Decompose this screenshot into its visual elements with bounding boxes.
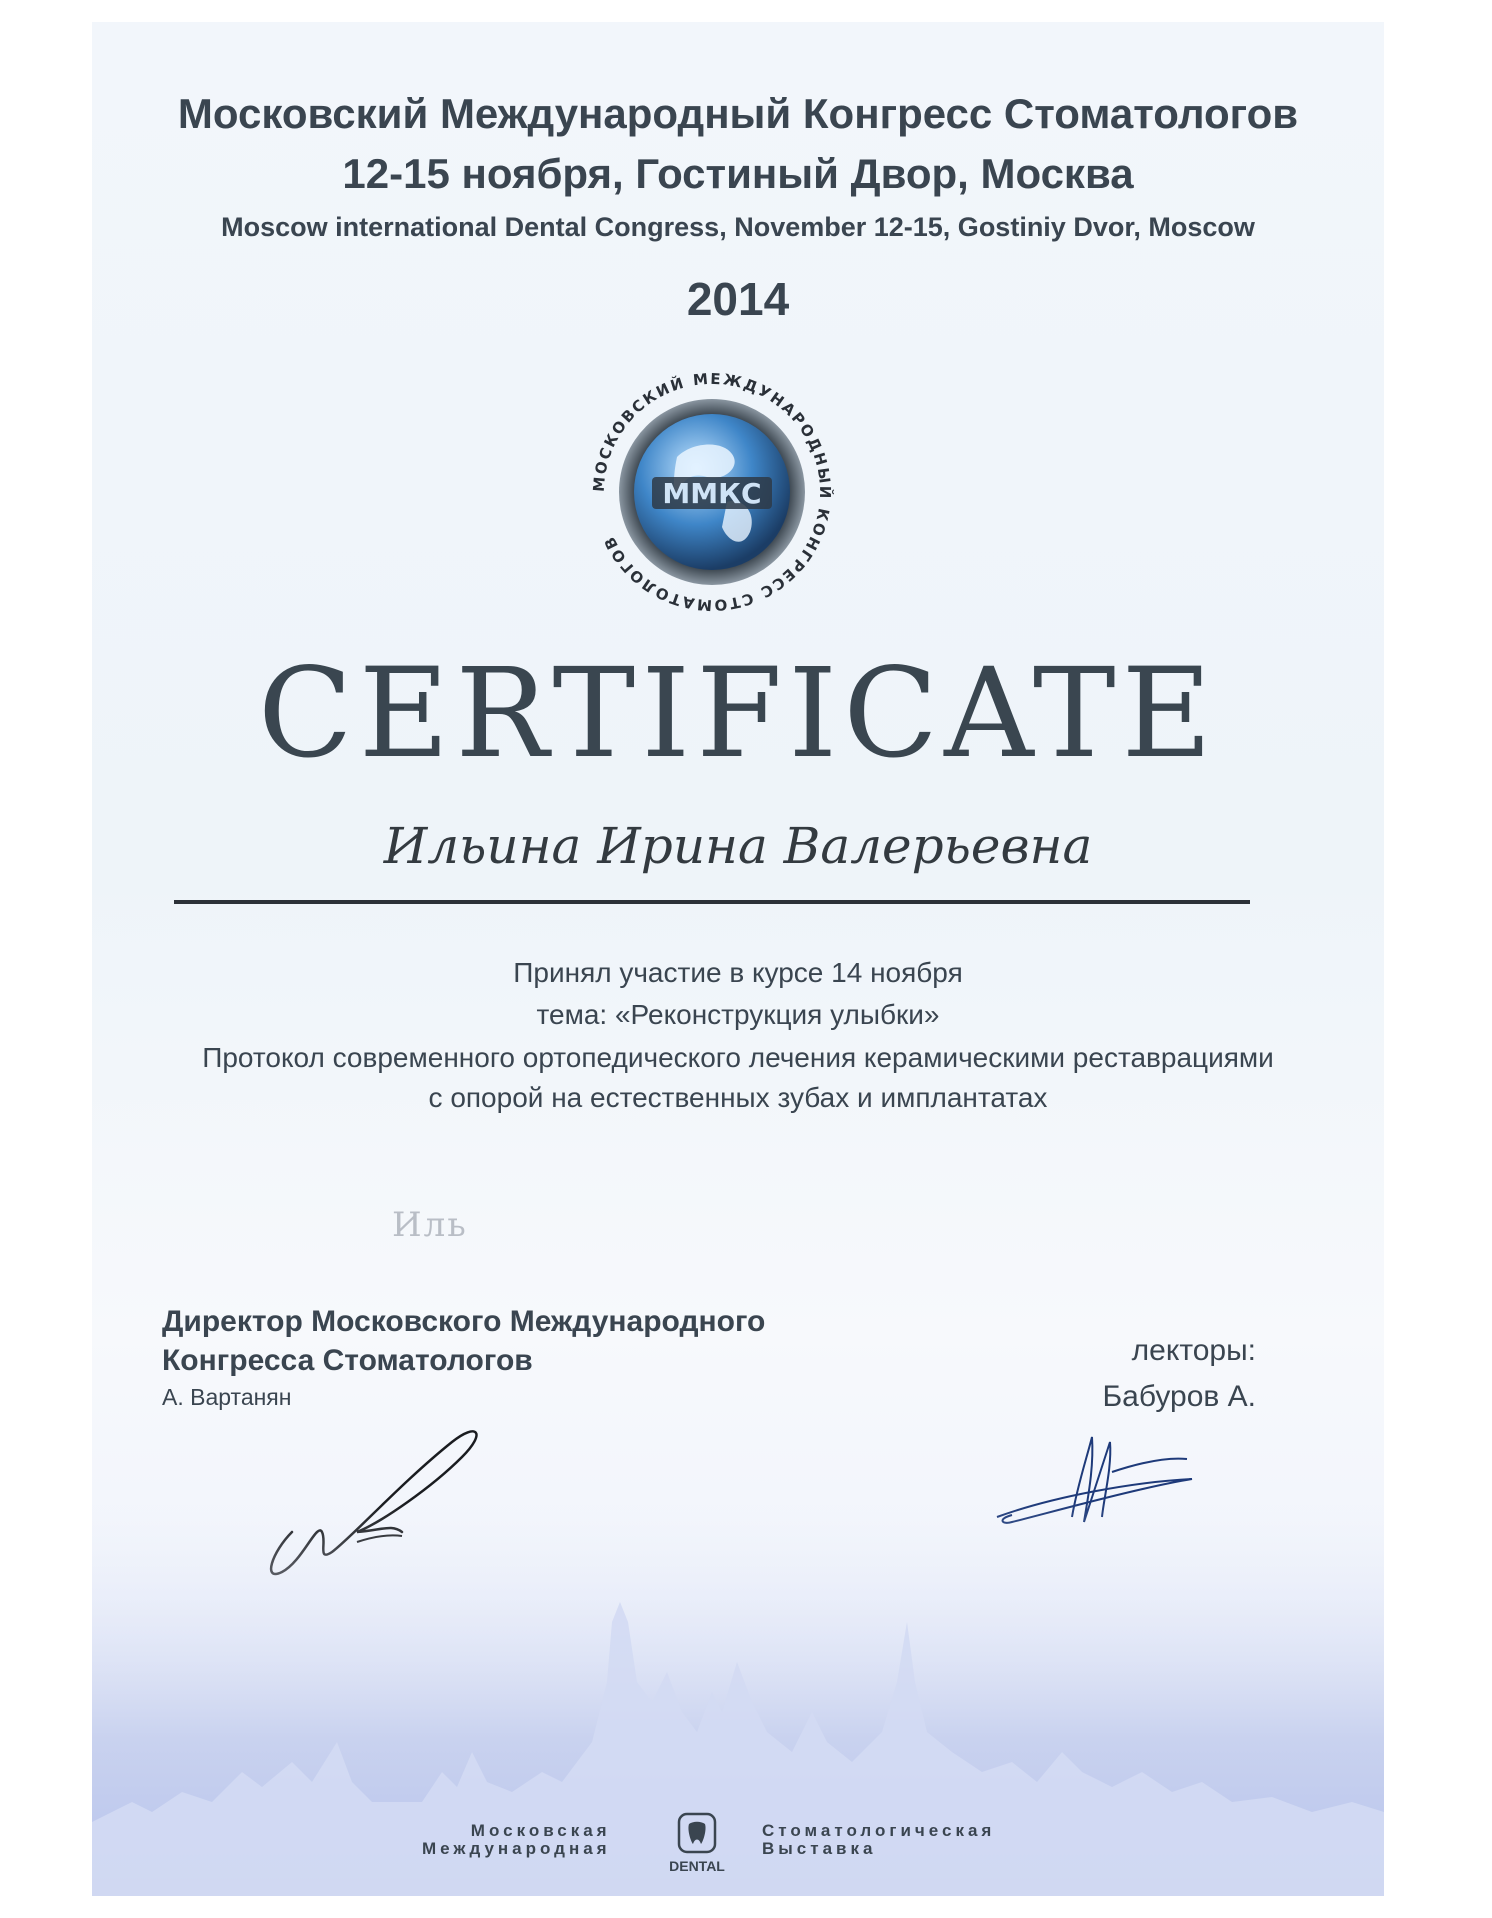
footer-left-line1: Московская bbox=[470, 1821, 611, 1840]
certificate-title: CERTIFICATE bbox=[257, 642, 1219, 786]
faint-stamp-text: Иль bbox=[392, 1205, 468, 1245]
congress-dates-ru: 12-15 ноября, Гостиный Двор, Москва bbox=[342, 150, 1134, 197]
name-underline bbox=[174, 900, 1250, 904]
tooth-icon bbox=[677, 1812, 717, 1854]
footer-text-left bbox=[422, 1822, 611, 1858]
course-participation: Принял участие в курсе 14 ноября bbox=[513, 957, 963, 988]
director-title-line1: Директор Московского Международного bbox=[162, 1305, 766, 1338]
recipient-name: Ильина Ирина Валерьевна bbox=[383, 817, 1093, 875]
congress-seal-logo bbox=[582, 362, 842, 622]
seal-logo-text: ММКС bbox=[662, 477, 762, 510]
congress-title-ru: Московский Международный Конгресс Стоматологов bbox=[177, 90, 1299, 137]
certificate-sheet bbox=[92, 22, 1384, 1896]
course-topic: тема: «Реконструкция улыбки» bbox=[536, 999, 940, 1030]
director-name: А. Вартанян bbox=[162, 1384, 292, 1410]
director-title-line2: Конгресса Стоматологов bbox=[162, 1344, 533, 1377]
seal-ring-text: МОСКОВСКИЙ МЕЖДУНАРОДНЫЙ КОНГРЕСС СТОМАТОЛОГОВ bbox=[589, 369, 835, 615]
lecturers-label: лекторы: bbox=[1131, 1334, 1256, 1367]
congress-year: 2014 bbox=[686, 273, 790, 325]
moscow-skyline-graphic bbox=[92, 1502, 1384, 1896]
moscow-dental-logo bbox=[657, 1812, 737, 1882]
course-description-line1: Протокол современного ортопедического лечения керамическими реставрациями bbox=[202, 1042, 1274, 1073]
footer-text-right bbox=[762, 1822, 995, 1858]
footer-right-line1: Стоматологическая bbox=[762, 1821, 996, 1840]
footer-left-line2: Международная bbox=[422, 1839, 611, 1858]
dental-brand-text: DENTAL bbox=[669, 1858, 725, 1874]
course-description-line2: с опорой на естественных зубах и имплантатах bbox=[428, 1082, 1048, 1113]
footer-right-line2: Выставка bbox=[762, 1839, 877, 1858]
congress-title-en: Moscow international Dental Congress, November 12-15, Gostiniy Dvor, Moscow bbox=[221, 212, 1255, 242]
lecturer-name: Бабуров А. bbox=[1102, 1380, 1256, 1413]
